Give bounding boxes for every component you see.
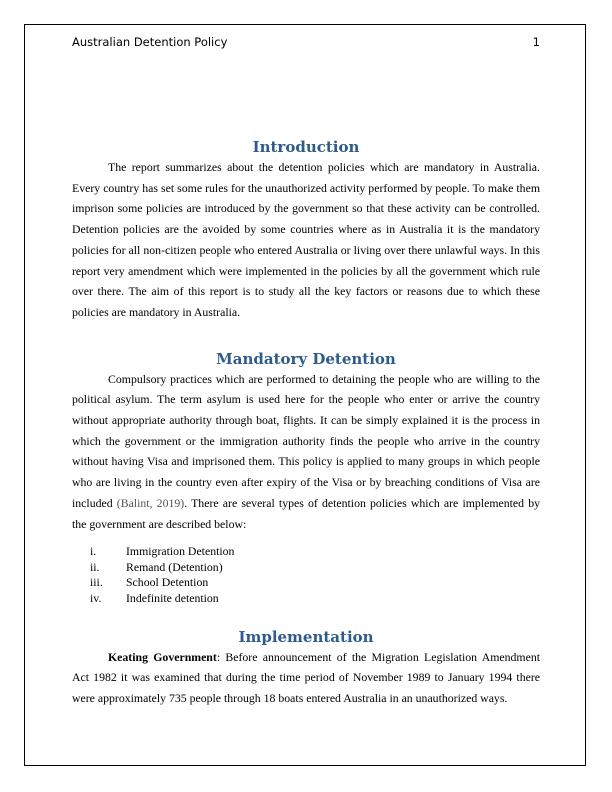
detention-types-list xyxy=(72,544,540,606)
page-number: 1 xyxy=(532,35,540,49)
list-item-number: iv. xyxy=(90,591,102,606)
list-item xyxy=(72,560,540,576)
document-body xyxy=(72,137,540,709)
mandatory-detention-text: Compulsory practices which are performed to detaining the people who are willing to the political asylum. The term asylum is used here for the people who enter or arrive the country without appropriate authority through boat, flights. It can be simply explained it is the process in which the government or the immigration authority finds the people who arrive in the country without having Visa and imprisoned them. This policy is applied to many groups in which people who are living in the country even after expiry of the Visa or by breaching conditions of Visa are included xyxy=(72,371,540,510)
list-item-number: iii. xyxy=(90,575,103,590)
citation: (Balint, 2019) xyxy=(116,495,185,510)
list-item xyxy=(72,591,540,607)
list-item-number: ii. xyxy=(90,559,100,574)
mandatory-detention-text-end: . There are several types of detention policies which are implemented by the government are described below: xyxy=(72,495,541,531)
list-item-number: i. xyxy=(90,544,97,559)
list-item-text: School Detention xyxy=(126,575,209,590)
implementation-heading: Implementation xyxy=(238,627,374,646)
list-item-text: Remand (Detention) xyxy=(126,559,223,574)
mandatory-detention-heading: Mandatory Detention xyxy=(216,349,396,368)
introduction-heading: Introduction xyxy=(252,138,360,156)
implementation-bold-lead: Keating Government xyxy=(108,649,217,664)
introduction-paragraph: The report summarizes about the detention policies which are mandatory in Australia. Every country has set some rules for the unauthorized activity performed by people. To make them imprison some policies are introduced by the government so that these activity can be controlled. Detention policies are the avoided by some countries where as in Australia it is the mandatory policies for all non-citizen people who entered Australia or living over there unlawful ways. In this report very amendment which were implemented in the policies by all the government which rule over there. The aim of this report is to study all the key factors or reasons due to which these policies are mandatory in Australia. xyxy=(72,160,540,319)
list-item-text: Indefinite detention xyxy=(126,591,219,606)
mandatory-detention-paragraph xyxy=(72,369,540,535)
header-title: Australian Detention Policy xyxy=(72,35,228,49)
implementation-text: : Before announcement of the Migration Legislation Amendment Act 1982 it was examined that during the time period of November 1989 to January 1994 there were approximately 735 people through 18 boats entered Australia in an unauthorized ways. xyxy=(72,649,541,706)
list-item xyxy=(72,544,540,560)
list-item xyxy=(72,575,540,591)
implementation-paragraph xyxy=(72,647,540,709)
list-item-text: Immigration Detention xyxy=(126,544,235,559)
